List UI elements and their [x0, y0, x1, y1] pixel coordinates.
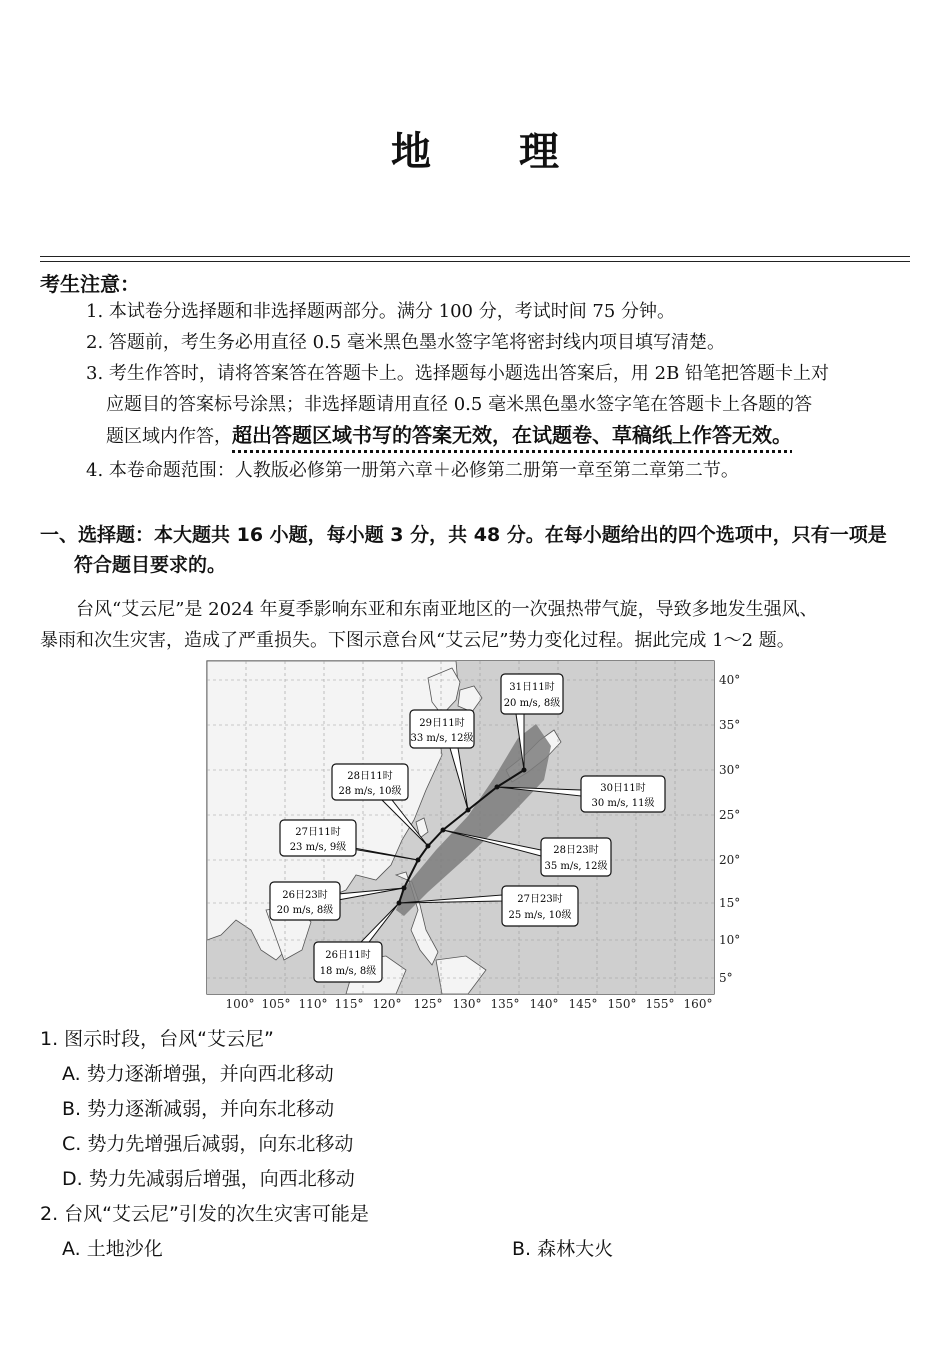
intro-line-2: 暴雨和次生灾害，造成了严重损失。下图示意台风“艾云尼”势力变化过程。据此完成 1～2 题。	[40, 630, 795, 651]
notice-item-2: 2. 答题前，考生务必用直径 0.5 毫米黑色墨水签字笔将密封线内项目填写清楚。	[86, 332, 725, 353]
callout-2-info: 33 m/s, 12级	[410, 733, 474, 744]
callout-2	[410, 710, 474, 748]
page-title	[0, 120, 950, 177]
lon-label: 125°	[413, 997, 443, 1011]
callout-7	[270, 882, 340, 920]
question-1-option-d: D. 势力先减弱后增强，向西北移动	[62, 1168, 355, 1190]
callout-8-time: 27日23时	[517, 894, 563, 905]
callout-5	[280, 820, 356, 856]
lon-label: 115°	[334, 997, 364, 1011]
callout-4-info: 30 m/s, 11级	[591, 798, 655, 809]
lon-label: 100°	[225, 997, 255, 1011]
notice-item-3-plain: 题区域内作答，	[106, 426, 232, 447]
lon-label: 160°	[683, 997, 713, 1011]
callout-9-time: 26日11时	[325, 950, 371, 961]
typhoon-track-map	[206, 660, 746, 1012]
lat-label: 5°	[719, 971, 733, 985]
question-1-option-b: B. 势力逐渐减弱，并向东北移动	[62, 1098, 335, 1120]
callout-5-time: 27日11时	[295, 827, 341, 838]
lon-label: 130°	[452, 997, 482, 1011]
callout-6-time: 28日23时	[553, 845, 599, 856]
callout-9	[314, 942, 382, 982]
section-heading-line-1: 一、选择题：本大题共 16 小题，每小题 3 分，共 48 分。在每小题给出的四个选项中，只有一项是	[40, 524, 887, 546]
callout-8	[502, 886, 578, 926]
lat-label: 35°	[719, 718, 741, 732]
section-heading	[40, 520, 920, 580]
notice-item-3-line-1: 3. 考生作答时，请将答案答在答题卡上。选择题每小题选出答案后，用 2B 铅笔把答题卡上对	[86, 363, 830, 384]
question-2-option-b: B. 森林大火	[512, 1238, 614, 1260]
question-2-option-a: A. 土地沙化	[62, 1238, 163, 1260]
lon-label: 135°	[490, 997, 520, 1011]
callout-7-time: 26日23时	[282, 890, 328, 901]
lat-label: 10°	[719, 933, 741, 947]
lat-label: 15°	[719, 896, 741, 910]
lat-label: 40°	[719, 673, 741, 687]
notice-heading: 考生注意：	[40, 272, 140, 296]
longitude-labels	[226, 997, 713, 1011]
callout-3-time: 28日11时	[347, 771, 393, 782]
lon-label: 120°	[372, 997, 402, 1011]
question-1: 1. 图示时段，台风“艾云尼”	[40, 1028, 274, 1050]
callout-1-time: 31日11时	[509, 682, 555, 693]
callout-4-time: 30日11时	[600, 783, 646, 794]
lon-label: 110°	[298, 997, 328, 1011]
lon-label: 145°	[568, 997, 598, 1011]
title-char-1: 地	[391, 129, 431, 175]
latitude-labels	[719, 673, 740, 985]
lon-label: 105°	[261, 997, 291, 1011]
notice-item-4: 4. 本卷命题范围：人教版必修第一册第六章＋必修第二册第一章至第二章第二节。	[86, 460, 739, 481]
callout-7-info: 20 m/s, 8级	[276, 905, 334, 916]
callout-8-info: 25 m/s, 10级	[508, 910, 572, 921]
callout-4	[581, 776, 665, 812]
lon-label: 140°	[529, 997, 559, 1011]
question-1-option-a: A. 势力逐渐增强，并向西北移动	[62, 1063, 334, 1085]
lat-label: 30°	[719, 763, 741, 777]
notice-item-3-line-2: 应题目的答案标号涂黑；非选择题请用直径 0.5 毫米黑色墨水签字笔在答题卡上各题的答	[106, 394, 813, 415]
callout-5-info: 23 m/s, 9级	[289, 842, 347, 853]
callout-1-info: 20 m/s, 8级	[503, 698, 561, 709]
intro-line-1: 台风“艾云尼”是 2024 年夏季影响东亚和东南亚地区的一次强热带气旋，导致多地发生强风、	[76, 599, 818, 620]
lat-label: 25°	[719, 808, 741, 822]
notice-item-1: 1. 本试卷分选择题和非选择题两部分。满分 100 分，考试时间 75 分钟。	[86, 301, 676, 322]
callout-1	[501, 674, 563, 714]
callout-2-time: 29日11时	[419, 718, 465, 729]
notice-item-3-emphasis: 超出答题区域书写的答案无效，在试题卷、草稿纸上作答无效。	[232, 423, 792, 447]
question-2: 2. 台风“艾云尼”引发的次生灾害可能是	[40, 1203, 369, 1225]
callout-6	[541, 838, 611, 876]
header-rule-bottom	[40, 261, 910, 262]
notice-item-3-line-3	[106, 420, 792, 452]
callout-3	[332, 764, 408, 800]
lat-label: 20°	[719, 853, 741, 867]
callout-3-info: 28 m/s, 10级	[338, 786, 402, 797]
lon-label: 150°	[607, 997, 637, 1011]
lon-label: 155°	[645, 997, 675, 1011]
callout-9-info: 18 m/s, 8级	[319, 966, 377, 977]
header-rule-top	[40, 256, 910, 257]
question-1-option-c: C. 势力先增强后减弱，向东北移动	[62, 1133, 354, 1155]
section-heading-line-2: 符合题目要求的。	[74, 554, 227, 576]
callout-6-info: 35 m/s, 12级	[544, 861, 608, 872]
title-char-2: 理	[519, 129, 559, 175]
